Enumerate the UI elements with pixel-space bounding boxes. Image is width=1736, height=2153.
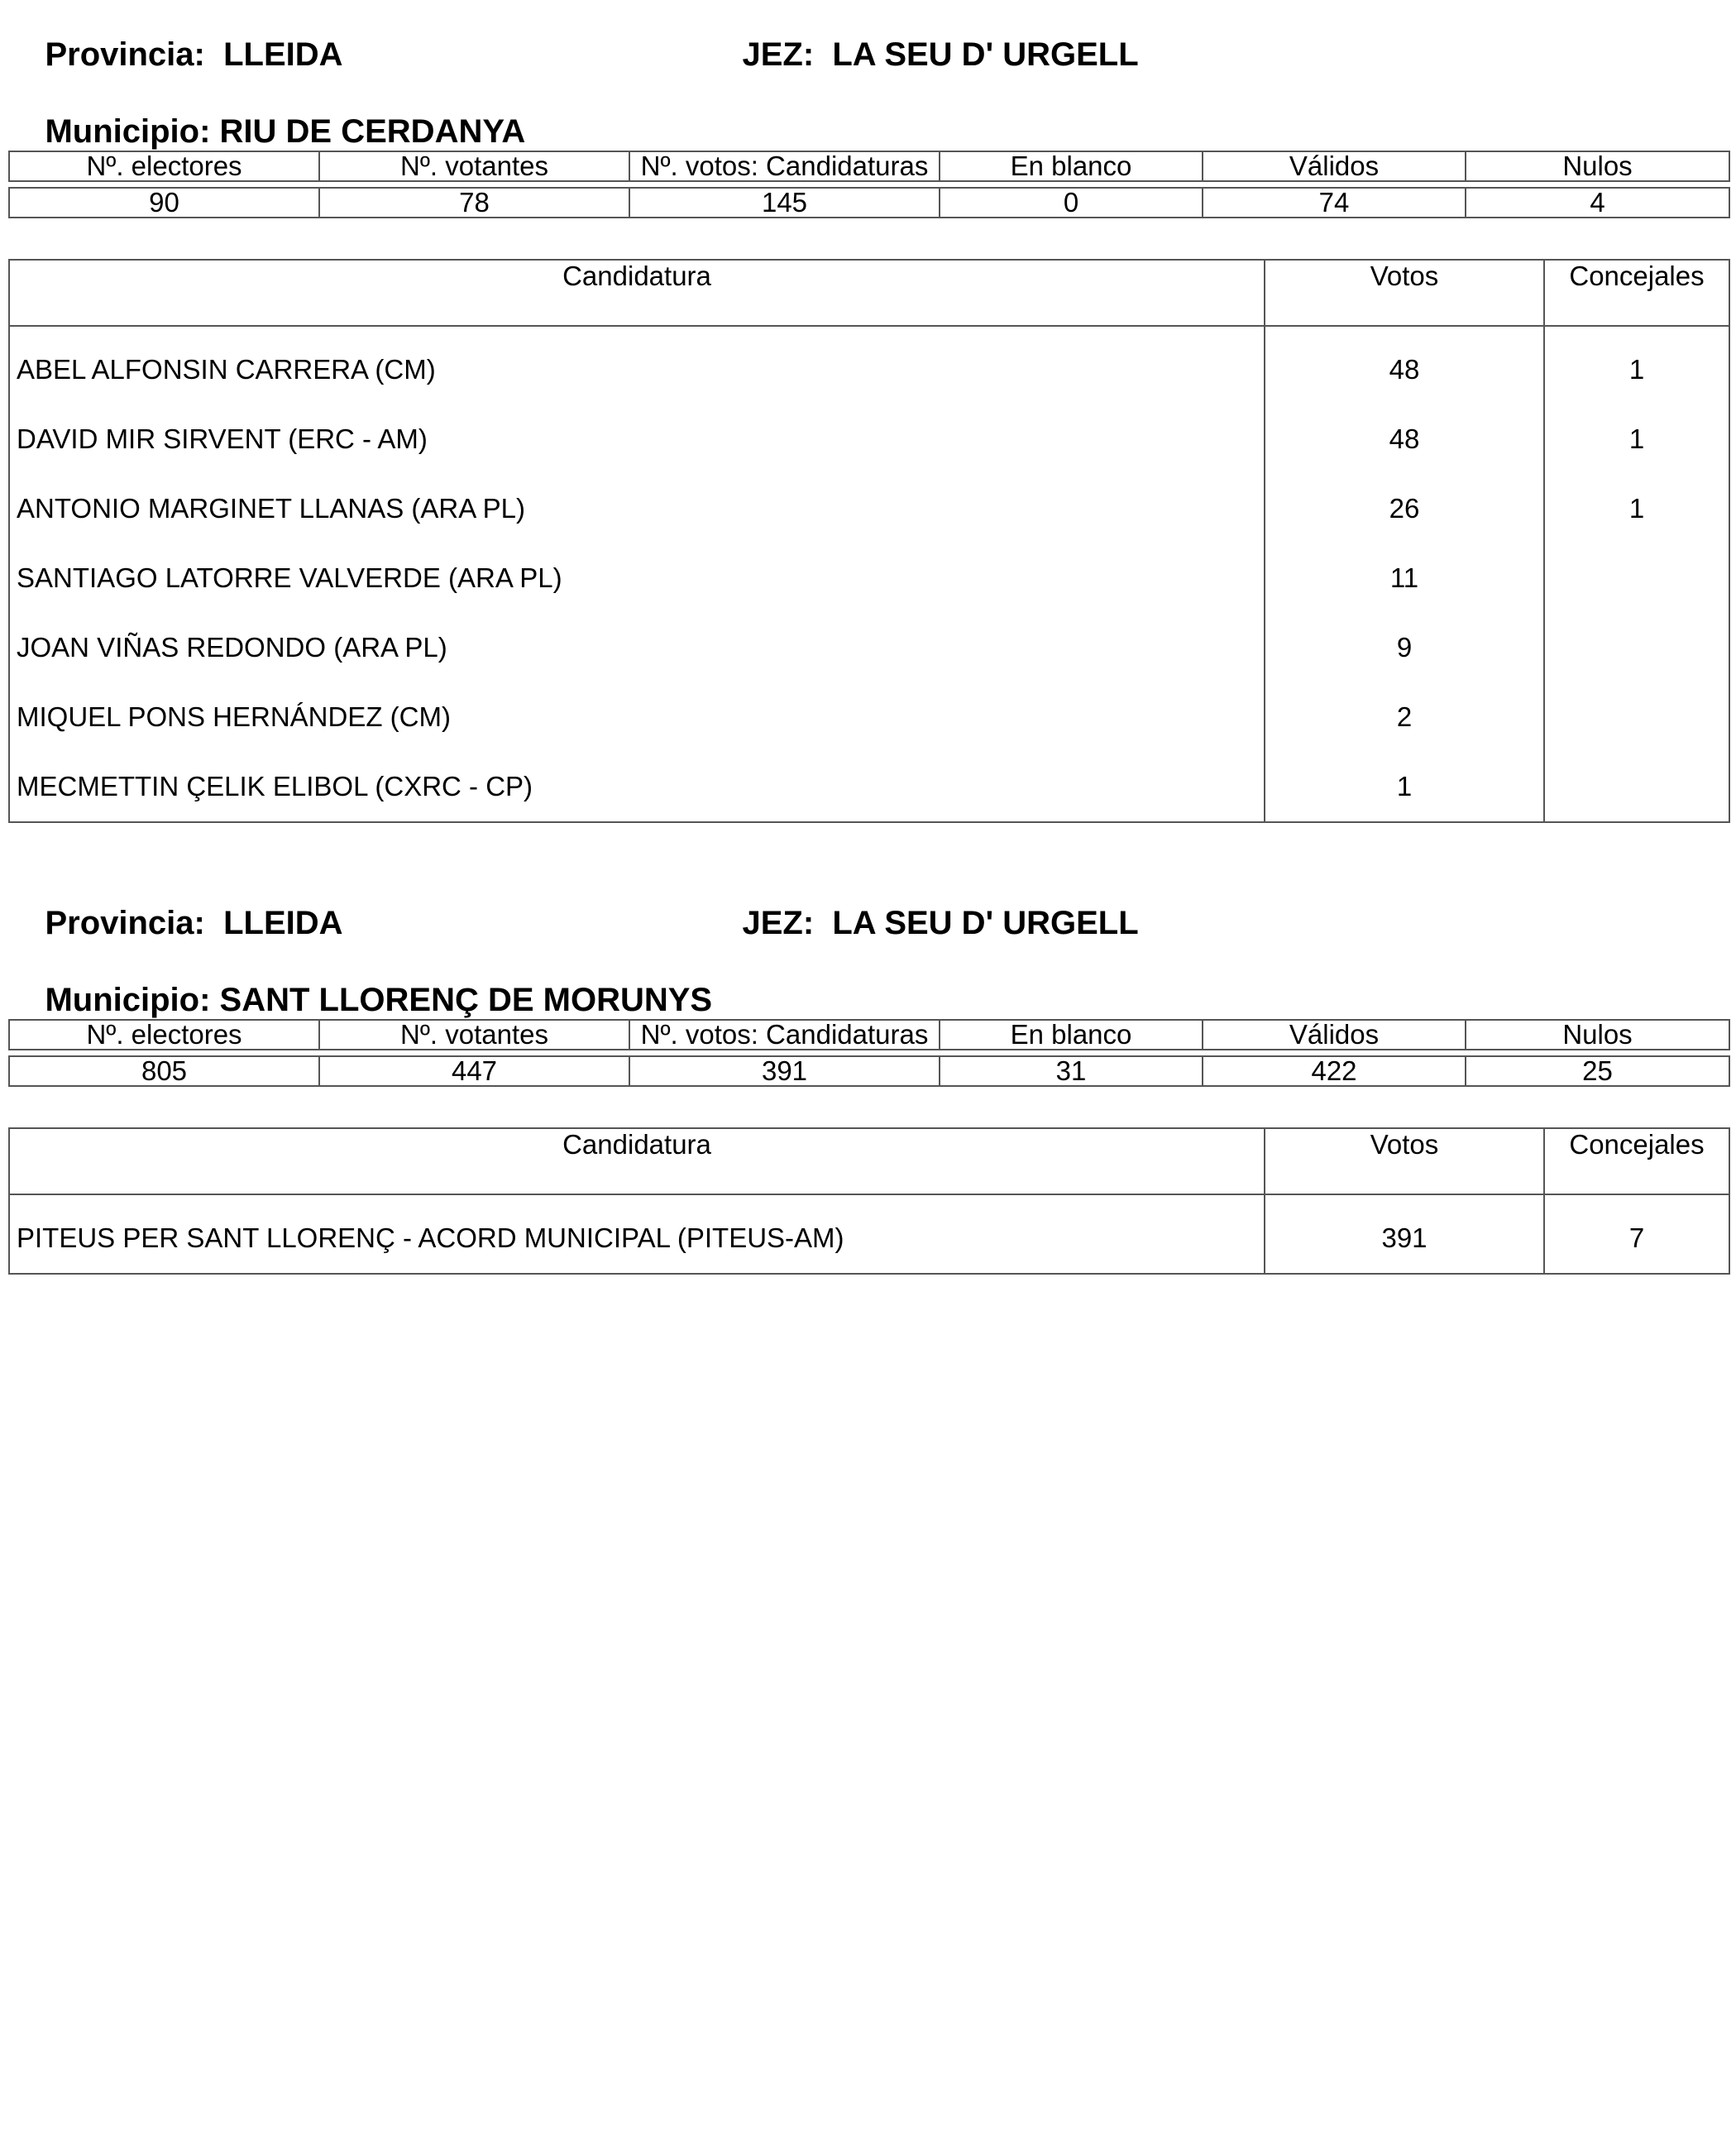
stats-value-en-blanco: 31 [940, 1056, 1203, 1086]
stats-header-votantes: Nº. votantes [319, 1020, 629, 1050]
stats-table [8, 1019, 1730, 1087]
candidate-concejales: 1 [1544, 326, 1729, 404]
table-row [9, 404, 1729, 474]
candidate-votos: 48 [1265, 404, 1544, 474]
stats-value-votantes: 447 [319, 1056, 629, 1086]
stats-header-nulos: Nulos [1466, 151, 1729, 181]
stats-header-votos-candidaturas: Nº. votos: Candidaturas [629, 1020, 940, 1050]
stats-value-electores: 90 [9, 188, 319, 218]
jez-label: JEZ: [742, 905, 815, 941]
stats-header-row [9, 151, 1729, 181]
provincia-label: Provincia: [45, 36, 205, 73]
table-row [9, 1194, 1729, 1274]
stats-value-row [9, 1056, 1729, 1086]
candidate-concejales: 7 [1544, 1194, 1729, 1274]
stats-header-validos: Válidos [1203, 151, 1466, 181]
stats-value-votos-candidaturas: 145 [629, 188, 940, 218]
stats-header-votantes: Nº. votantes [319, 151, 629, 181]
table-row [9, 474, 1729, 543]
stats-header-validos: Válidos [1203, 1020, 1466, 1050]
stats-value-nulos: 4 [1466, 188, 1729, 218]
candidates-table [8, 259, 1730, 823]
stats-header-votos-candidaturas: Nº. votos: Candidaturas [629, 151, 940, 181]
candidate-name: JOAN VIÑAS REDONDO (ARA PL) [9, 613, 1265, 682]
stats-value-votos-candidaturas: 391 [629, 1056, 940, 1086]
header-candidatura: Candidatura [9, 260, 1265, 326]
candidate-name: PITEUS PER SANT LLORENÇ - ACORD MUNICIPAL (PITEUS-AM) [9, 1194, 1265, 1274]
candidate-name: DAVID MIR SIRVENT (ERC - AM) [9, 404, 1265, 474]
jez-label: JEZ: [742, 36, 815, 73]
provincia-value: LLEIDA [223, 905, 343, 941]
municipio-label: Municipio: [45, 982, 211, 1018]
provincia-label: Provincia: [45, 905, 205, 941]
candidate-concejales [1544, 613, 1729, 682]
stats-value-row [9, 188, 1729, 218]
stats-table [8, 151, 1730, 218]
candidate-name: ANTONIO MARGINET LLANAS (ARA PL) [9, 474, 1265, 543]
candidate-votos: 9 [1265, 613, 1544, 682]
stats-header-electores: Nº. electores [9, 151, 319, 181]
candidate-votos: 26 [1265, 474, 1544, 543]
jez-value: LA SEU D' URGELL [832, 36, 1139, 73]
candidates-header-row [9, 1128, 1729, 1194]
header-votos: Votos [1265, 260, 1544, 326]
stats-header-electores: Nº. electores [9, 1020, 319, 1050]
stats-value-validos: 422 [1203, 1056, 1466, 1086]
candidates-table [8, 1127, 1730, 1275]
provincia-value: LLEIDA [223, 36, 343, 73]
header-concejales: Concejales [1544, 1128, 1729, 1194]
table-row [9, 752, 1729, 822]
stats-header-row [9, 1020, 1729, 1050]
candidate-votos: 11 [1265, 543, 1544, 613]
municipio-value: RIU DE CERDANYA [219, 113, 526, 150]
header-candidatura: Candidatura [9, 1128, 1265, 1194]
candidate-concejales [1544, 682, 1729, 752]
jez-heading [705, 873, 1139, 973]
candidate-name: MIQUEL PONS HERNÁNDEZ (CM) [9, 682, 1265, 752]
candidate-concejales [1544, 752, 1729, 822]
jez-value: LA SEU D' URGELL [832, 905, 1139, 941]
candidate-name: MECMETTIN ÇELIK ELIBOL (CXRC - CP) [9, 752, 1265, 822]
table-row [9, 682, 1729, 752]
header-concejales: Concejales [1544, 260, 1729, 326]
candidate-concejales: 1 [1544, 474, 1729, 543]
stats-value-validos: 74 [1203, 188, 1466, 218]
stats-value-electores: 805 [9, 1056, 319, 1086]
candidates-header-row [9, 260, 1729, 326]
header-votos: Votos [1265, 1128, 1544, 1194]
stats-header-en-blanco: En blanco [940, 1020, 1203, 1050]
candidate-votos: 2 [1265, 682, 1544, 752]
candidate-votos: 48 [1265, 326, 1544, 404]
table-row [9, 326, 1729, 404]
candidate-concejales [1544, 543, 1729, 613]
candidate-votos: 1 [1265, 752, 1544, 822]
candidate-name: ABEL ALFONSIN CARRERA (CM) [9, 326, 1265, 404]
municipio-label: Municipio: [45, 113, 211, 150]
stats-header-nulos: Nulos [1466, 1020, 1729, 1050]
candidate-name: SANTIAGO LATORRE VALVERDE (ARA PL) [9, 543, 1265, 613]
candidate-votos: 391 [1265, 1194, 1544, 1274]
stats-header-en-blanco: En blanco [940, 151, 1203, 181]
jez-heading [705, 5, 1139, 104]
municipio-value: SANT LLORENÇ DE MORUNYS [219, 982, 713, 1018]
table-row [9, 613, 1729, 682]
stats-value-en-blanco: 0 [940, 188, 1203, 218]
table-row [9, 543, 1729, 613]
stats-value-nulos: 25 [1466, 1056, 1729, 1086]
candidate-concejales: 1 [1544, 404, 1729, 474]
stats-value-votantes: 78 [319, 188, 629, 218]
